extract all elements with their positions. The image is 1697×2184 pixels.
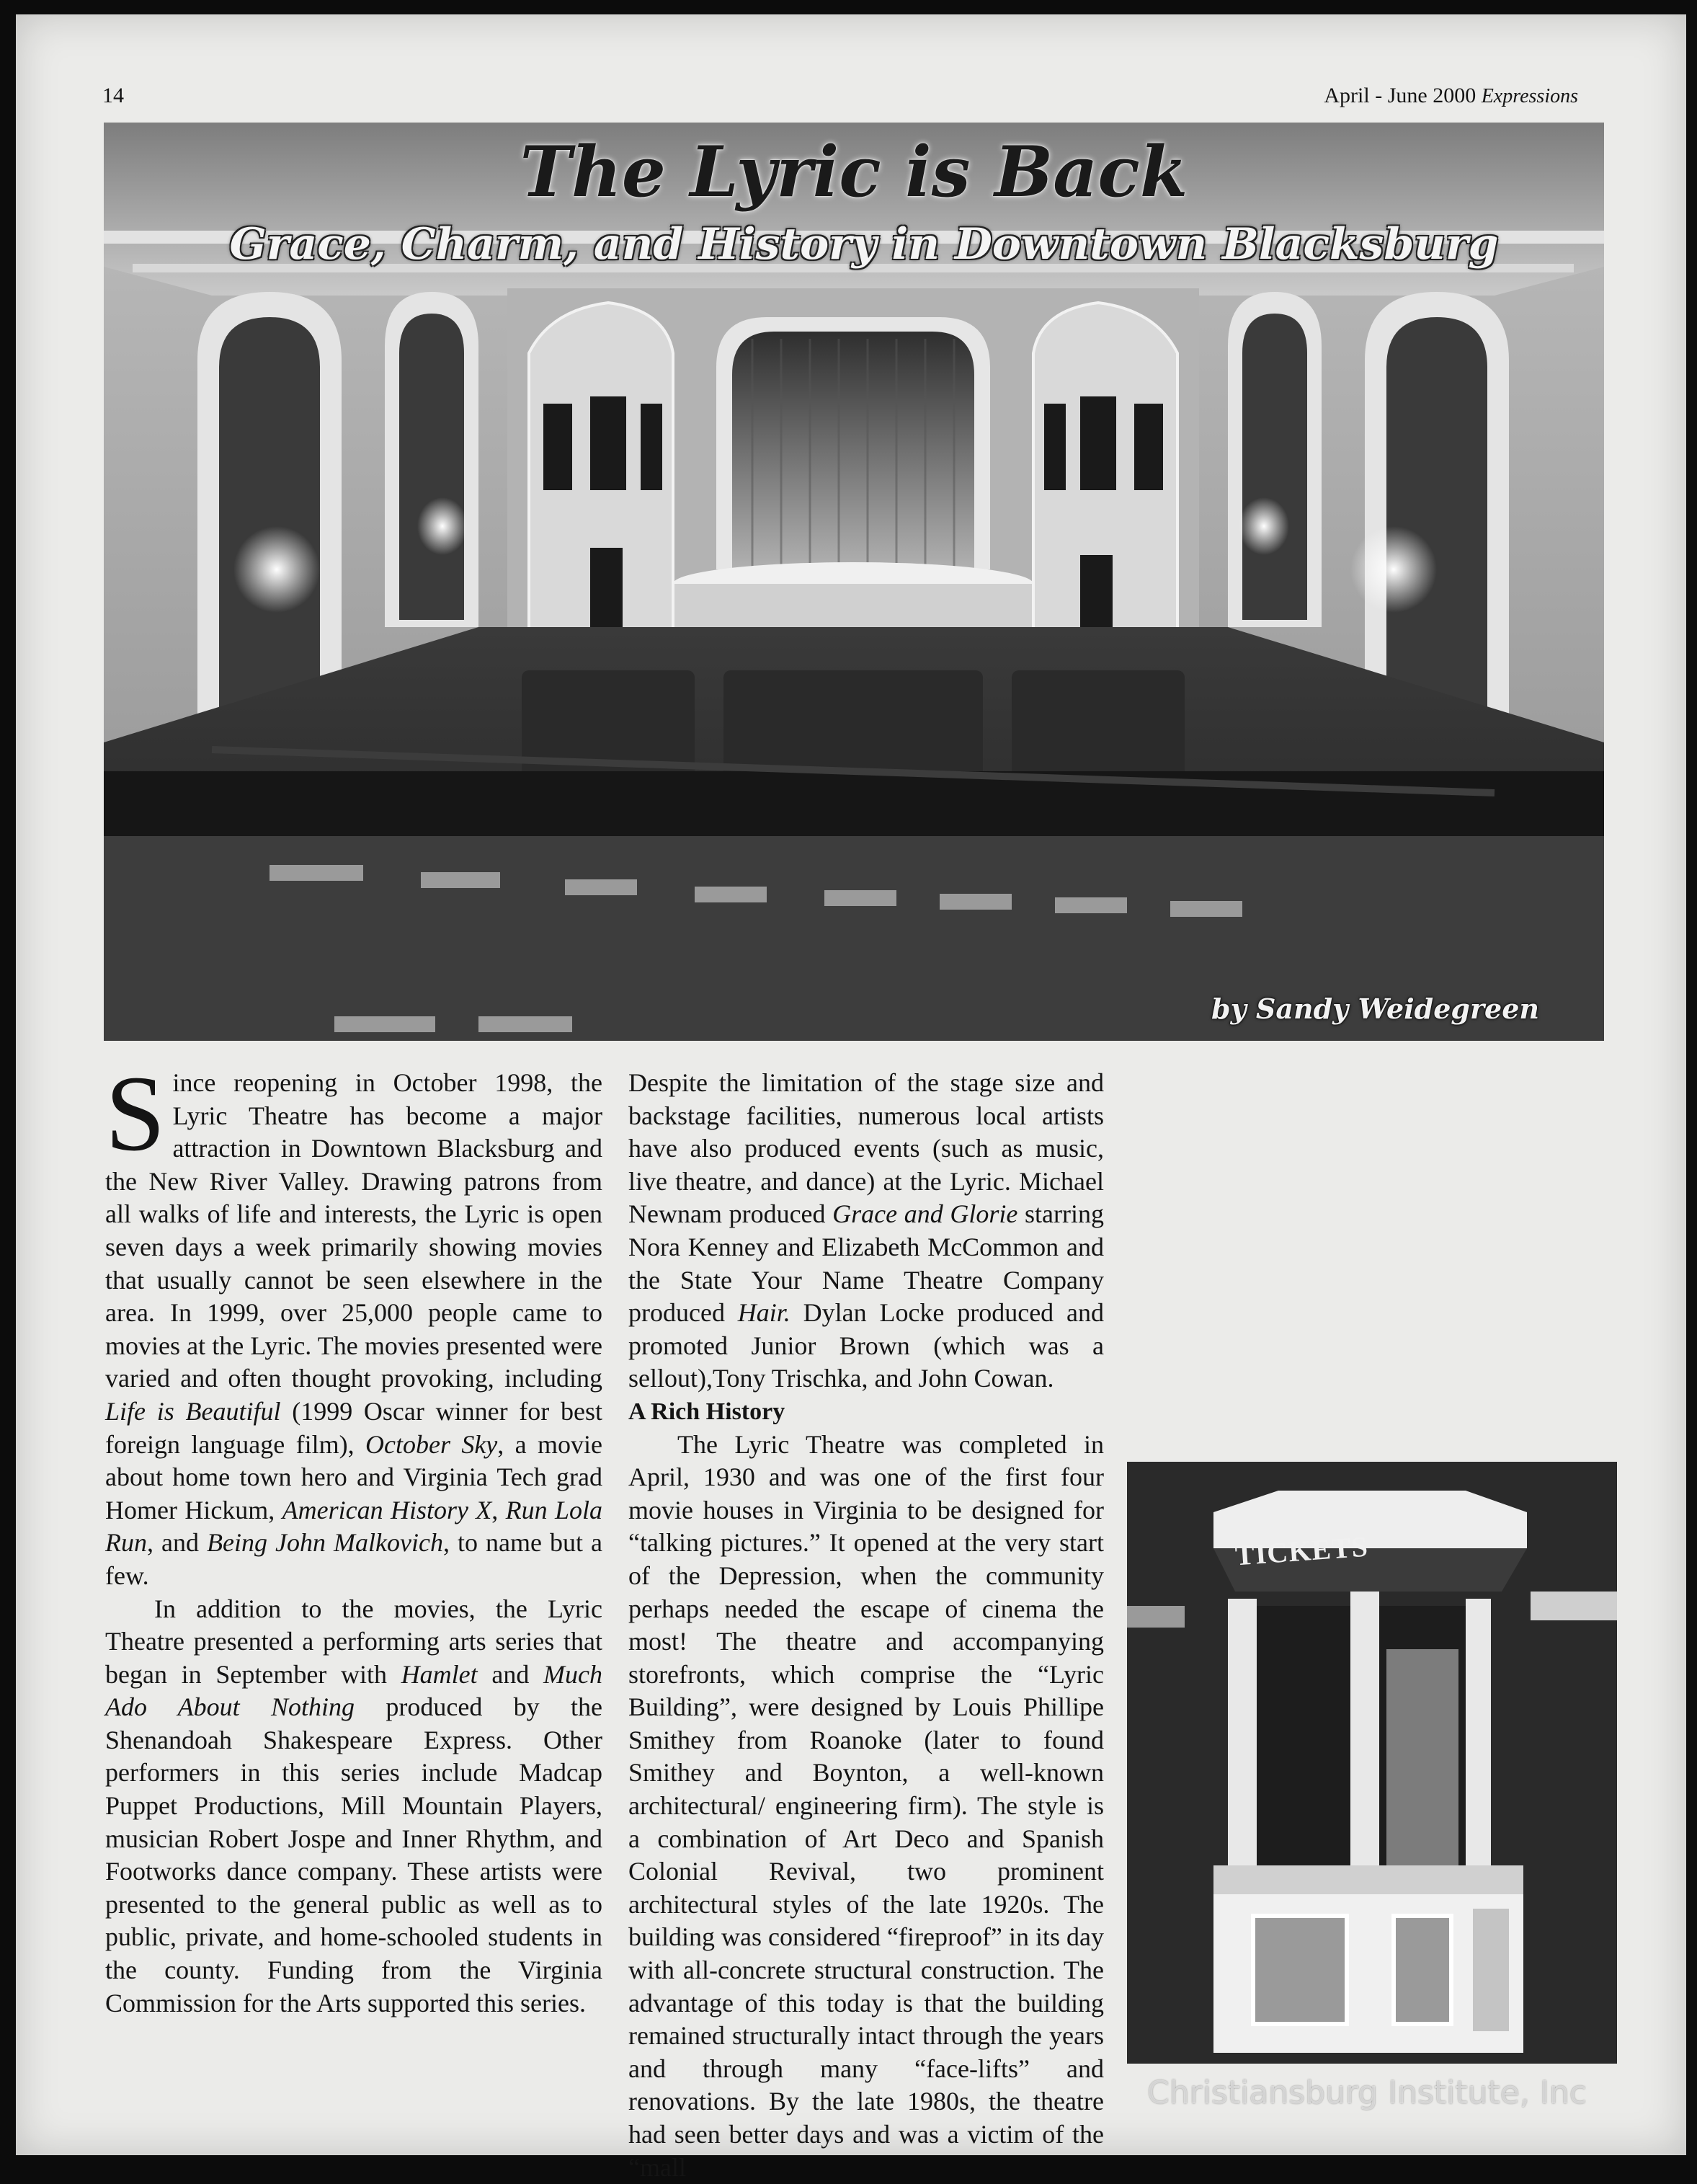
column-2 (628, 1067, 1104, 2184)
film-title: Being John Malkovich (207, 1528, 443, 1558)
paragraph-1-text-b: (1999 Oscar winner for best foreign language film), (105, 1396, 603, 1459)
play-title: Much Ado About Nothing (105, 1659, 602, 1722)
ticket-booth-photo (1127, 1462, 1617, 2064)
paragraph-2-text: In addition to the movies, the Lyric Theatre presented a performing arts series that began in September with (105, 1594, 602, 1689)
issue-line (1324, 84, 1578, 108)
watermark: Christiansburg Institute, Inc (1147, 2074, 1587, 2111)
play-title: Hair. (737, 1298, 790, 1328)
magazine-name: Expressions (1481, 85, 1578, 107)
article-subtitle: Grace, Charm, and History in Downtown Blacksburg (229, 219, 1499, 270)
paragraph-3-text-c: Dylan Locke produced and promoted Junior Brown (which was a sellout),Tony Trischka, and John Cowan. (628, 1298, 1104, 1393)
paragraph-1-text-c: , a movie about home town hero and Virginia Tech grad Homer Hickum, (105, 1429, 602, 1524)
paragraph-2 (105, 1593, 602, 2020)
paragraph-1-text-f: , to name but a few. (105, 1528, 602, 1590)
drop-cap: S (105, 1054, 166, 1173)
paragraph-3-text-b: starring Nora Kenney and Elizabeth McCommon and the State Your Name Theatre Company produced (628, 1199, 1104, 1328)
magazine-page (16, 14, 1686, 2182)
paragraph-4: The Lyric Theatre was completed in April, 1930 and was one of the first four movie houses in Virginia to be designed for “talking pictures.” It opened at the very start of the Depression, when the community perhaps needed the escape of cinema the most! The theatre and accompanying storefronts, which comprise the “Lyric Building”, were designed by Louis Phillipe Smithey from Roanoke (later to found Smithey and Boynton, a well-known architectural/ engineering firm). The style is a combination of Art Deco and Spanish Colonial Revival, two prominent architectural styles of the late 1920s. The building was considered “fireproof” in its day with all-concrete structural construction. The advantage of this today is that the building remained structurally intact through the years and through many “face-lifts” and renovations. By the late 1980s, the theatre had seen better days and was a victim of the “mall (628, 1429, 1104, 2182)
theatre-interior-photo (104, 123, 1604, 1041)
paragraph-1-text: ince reopening in October 1998, the Lyric Theatre has become a major attraction in Downtown Blacksburg and the New River Valley. Drawing patrons from all walks of life and interests, the Lyric is open seven days a week primarily showing movies that usually cannot be seen elsewhere in the area. In 1999, over 25,000 people came to movies at the Lyric. The movies presented were varied and often thought provoking, including (105, 1068, 602, 1393)
page-number: 14 (102, 84, 124, 107)
tickets-sign: TICKETS (1234, 1530, 1370, 1572)
play-title: Grace and Glorie (832, 1199, 1018, 1229)
paragraph-1-text-e: , and (147, 1528, 208, 1558)
paragraph-2-text-c: produced by the Shenandoah Shakespeare Express. Other performers in this series include Madcap Puppet Productions, Mill Mountain Players, musician Robert Jospe and Inner Rhythm, and Footworks dance company. These artists were presented to the general public as well as to public, private, and home-schooled students in the county. Funding from the Virginia Commission for the Arts supported this series. (105, 1692, 602, 2017)
ticket-booth-illustration (1127, 1462, 1617, 2064)
film-title: American History X (282, 1495, 492, 1524)
article-title: The Lyric is Back (520, 131, 1188, 213)
issue-date: April - June 2000 (1324, 84, 1476, 107)
byline: by Sandy Weidegreen (1211, 993, 1539, 1025)
paragraph-3 (628, 1067, 1104, 1395)
paragraph-1 (105, 1054, 603, 1593)
paragraph-3-text: Despite the limitation of the stage size and backstage facilities, numerous local artists have also produced events (such as music, live theatre, and dance) at the Lyric. Michael Newnam produced (628, 1068, 1104, 1229)
paragraph-1-text-d: , (491, 1495, 506, 1524)
film-title: October Sky (365, 1429, 498, 1459)
film-title: Life is Beautiful (105, 1396, 281, 1426)
paragraph-2-text-b: and (477, 1659, 544, 1689)
film-title: Run Lola Run (105, 1495, 603, 1558)
section-heading: A Rich History (628, 1398, 785, 1425)
play-title: Hamlet (401, 1659, 478, 1689)
column-1 (105, 1054, 603, 2020)
